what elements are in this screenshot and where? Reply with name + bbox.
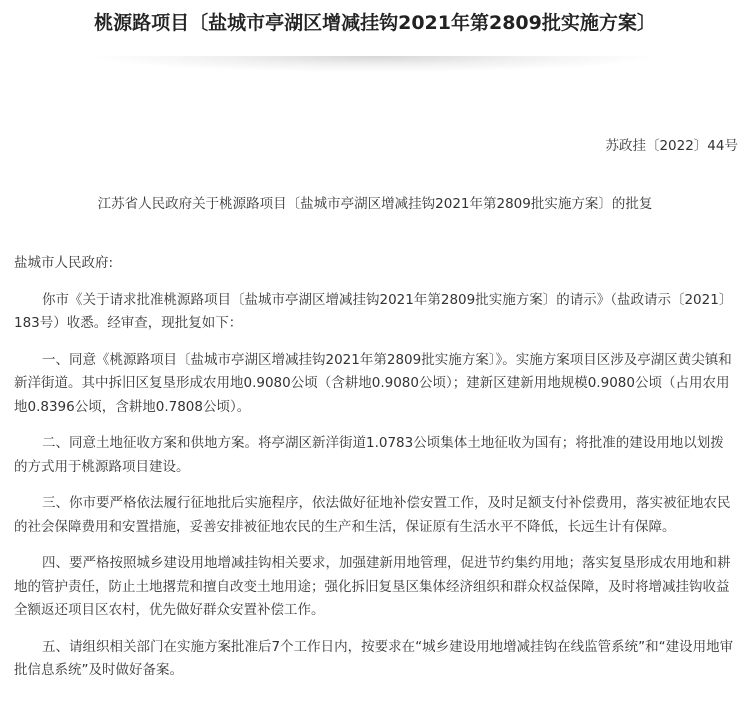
paragraph-5: 五、请组织相关部门在实施方案批准后7个工作日内，按要求在“城乡建设用地增减挂钩在线监管系统”和“建设用地审批信息系统”及时做好备案。: [14, 638, 734, 678]
document-number: 苏政挂〔2022〕44号: [605, 138, 738, 154]
paragraph-2: 二、同意土地征收方案和供地方案。将亭湖区新洋街道1.0783公顷集体土地征收为国有；将批准的建设用地以划拨的方式用于桃源路项目建设。: [14, 435, 724, 475]
paragraph-3: 三、你市要严格依法履行征地批后实施程序，依法做好征地补偿安置工作，及时足额支付补偿费用，落实被征地农民的社会保障费用和安置措施，妥善安排被征地农民的生产和生活，保证原有生活水平不降低，长远生计有保障。: [14, 495, 731, 535]
title-divider-shadow: [95, 56, 655, 72]
document-subtitle: 江苏省人民政府关于桃源路项目〔盐城市亭湖区增减挂钩2021年第2809批实施方案〕的批复: [97, 196, 653, 212]
paragraph-4: 四、要严格按照城乡建设用地增减挂钩相关要求，加强建新用地管理，促进节约集约用地；落实复垦形成农用地和耕地的管护责任，防止土地撂荒和擅自改变土地用途；强化拆旧复垦区集体经济组织和群众权益保障，及时将增减挂钩收益全额返还项目区农村，优先做好群众安置补偿工作。: [14, 555, 731, 618]
salutation: 盐城市人民政府:: [14, 255, 114, 271]
paragraph-1: 一、同意《桃源路项目〔盐城市亭湖区增减挂钩2021年第2809批实施方案〕》。实施方案项目区涉及亭湖区黄尖镇和新洋街道。其中拆旧区复垦形成农用地0.9080公顷（含耕地0.9080公顷）；建新区建新用地规模0.9080公顷（占用农用地0.8396公顷，含耕地0.7808公顷）。: [14, 351, 732, 415]
page-title: 桃源路项目〔盐城市亭湖区增减挂钩2021年第2809批实施方案〕: [94, 12, 656, 34]
document-body: [14, 252, 736, 696]
paragraph-intro: 你市《关于请求批准桃源路项目〔盐城市亭湖区增减挂钩2021年第2809批实施方案〕的请示》（盐政请示〔2021〕183号）收悉。经审查，现批复如下：: [14, 291, 733, 331]
